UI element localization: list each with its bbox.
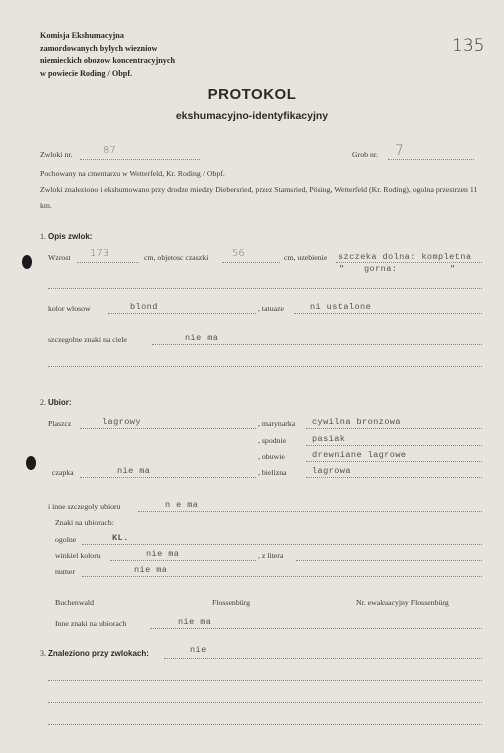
section2-title: Ubior: <box>48 398 72 407</box>
section3-number: 3. <box>40 649 46 658</box>
ogolne-value: KL. <box>112 533 129 543</box>
grob-value: 7 <box>395 143 404 159</box>
bielizna-value: lagrowa <box>312 466 351 476</box>
znaki-ciele-label: szczegolne znaki na ciele <box>48 335 128 344</box>
numer-value: nie ma <box>134 565 168 575</box>
org-line: w powiecie Roding / Obpf. <box>40 68 133 78</box>
plaszcz-line <box>80 428 256 429</box>
kolor-wlosow-line <box>108 313 256 314</box>
section3-line <box>164 658 482 659</box>
document-subtitle: ekshumacyjno-identyfikacyjny <box>175 110 329 122</box>
marynarka-value: cywilna bronzowa <box>312 417 401 427</box>
intro-burial: Pochowany na cmentarzu w Wetterfeld, Kr. Roding / Obpf. <box>40 169 225 178</box>
page-number: 135 <box>452 36 485 56</box>
czapka-line <box>80 477 256 478</box>
inne-szczegoly-label: i inne szczegoly ubioru <box>48 502 121 511</box>
section1-heading <box>40 232 92 241</box>
tatuaze-label: , tatuaze <box>258 304 284 313</box>
objetosc-value: 56 <box>232 248 245 259</box>
tatuaze-line <box>294 313 482 314</box>
evacuation-number-label: Nr. ewakuacyjny Flossenbürg <box>356 598 449 607</box>
grob-label: Grob nr. <box>352 150 378 159</box>
section2-heading <box>40 398 72 407</box>
zwloki-line <box>80 159 200 160</box>
marynarka-line <box>306 428 482 429</box>
znaki-ciele-line <box>152 344 482 345</box>
numer-label: numer <box>55 567 75 576</box>
winkiel-line <box>110 560 256 561</box>
inne-szczegoly-value: n e ma <box>165 500 199 510</box>
spodnie-line <box>306 445 482 446</box>
section1-title: Opis zwlok: <box>48 232 93 241</box>
plaszcz-label: Plaszcz <box>48 419 72 428</box>
punch-hole <box>26 456 36 470</box>
obuwie-value: drewniane lagrowe <box>312 450 407 460</box>
camp-flossenburg: Flossenbürg <box>212 598 250 607</box>
kolor-wlosow-label: kolor wlosow <box>48 304 91 313</box>
wzrost-label: Wzrost <box>48 253 71 262</box>
document-title: PROTOKOL <box>207 86 297 103</box>
org-line: zamordowanych bylych wiezniow <box>40 43 158 53</box>
inne-szczegoly-line <box>138 511 482 512</box>
litera-label: , z litera <box>258 551 284 560</box>
numer-line <box>82 576 482 577</box>
section3-title: Znaleziono przy zwlokach: <box>48 649 149 658</box>
uzebienie-value-dolna: szczeka dolna: kompletna <box>338 252 472 262</box>
objetosc-label: cm, objetosc czaszki <box>144 253 209 262</box>
obuwie-line <box>306 461 482 462</box>
obuwie-label: , obuwie <box>258 452 285 461</box>
znaki-ubiorach-label: Znaki na ubiorach: <box>55 518 114 527</box>
wzrost-line <box>77 262 139 263</box>
section1-number: 1. <box>40 232 46 241</box>
inne-znaki-value: nie ma <box>178 617 212 627</box>
uzebienie-label: cm, uzebienie <box>284 253 328 262</box>
uzebienie-line <box>336 262 482 263</box>
ogolne-label: ogolne <box>55 535 77 544</box>
winkiel-label: winkiel koloru <box>55 551 101 560</box>
plaszcz-value: lagrowy <box>102 417 141 427</box>
grob-line <box>388 159 474 160</box>
section3-heading <box>40 649 149 658</box>
punch-hole <box>22 255 32 269</box>
objetosc-line <box>222 262 280 263</box>
tatuaze-value: ni ustalone <box>310 302 372 312</box>
litera-line <box>296 560 482 561</box>
uzebienie-ditto-mark: " <box>450 264 456 274</box>
blank-line <box>48 366 482 367</box>
camp-buchenwald: Buchenwald <box>55 598 94 607</box>
blank-line <box>48 288 482 289</box>
bielizna-label: , bielizna <box>258 468 287 477</box>
org-line: niemieckich obozow koncentracyjnych <box>40 56 176 66</box>
intro-exhumation: Zwloki znaleziono i ekshumowano przy drodze miedzy Diebersried, przez Stamsried, Pösing, Wetterfeld (Kr. Roding), ogolna przestrzen 11 km. <box>40 185 478 210</box>
wzrost-value: 173 <box>90 248 110 259</box>
section3-value: nie <box>190 645 207 655</box>
blank-line <box>48 724 482 725</box>
blank-line <box>48 680 482 681</box>
zwloki-value: 87 <box>103 145 116 156</box>
winkiel-value: nie ma <box>146 549 180 559</box>
czapka-value: nie ma <box>117 466 151 476</box>
zwloki-label: Zwloki nr. <box>40 150 73 159</box>
inne-znaki-line <box>150 628 482 629</box>
org-line: Komisja Ekshumacyjna <box>40 31 124 40</box>
spodnie-value: pasiak <box>312 434 346 444</box>
kolor-wlosow-value: blond <box>130 302 158 312</box>
blank-line <box>48 702 482 703</box>
marynarka-label: , marynarka <box>258 419 296 428</box>
spodnie-label: , spodnie <box>258 436 287 445</box>
commission-header <box>40 30 240 80</box>
znaki-ciele-value: nie ma <box>185 333 219 343</box>
inne-znaki-label: Inne znaki na ubiorach <box>55 619 127 628</box>
uzebienie-value-gorna: gorna: <box>364 264 398 274</box>
bielizna-line <box>306 477 482 478</box>
czapka-label: czapka <box>52 468 74 477</box>
section2-number: 2. <box>40 398 46 407</box>
ogolne-line <box>82 544 482 545</box>
uzebienie-lead-mark: " <box>339 264 345 274</box>
